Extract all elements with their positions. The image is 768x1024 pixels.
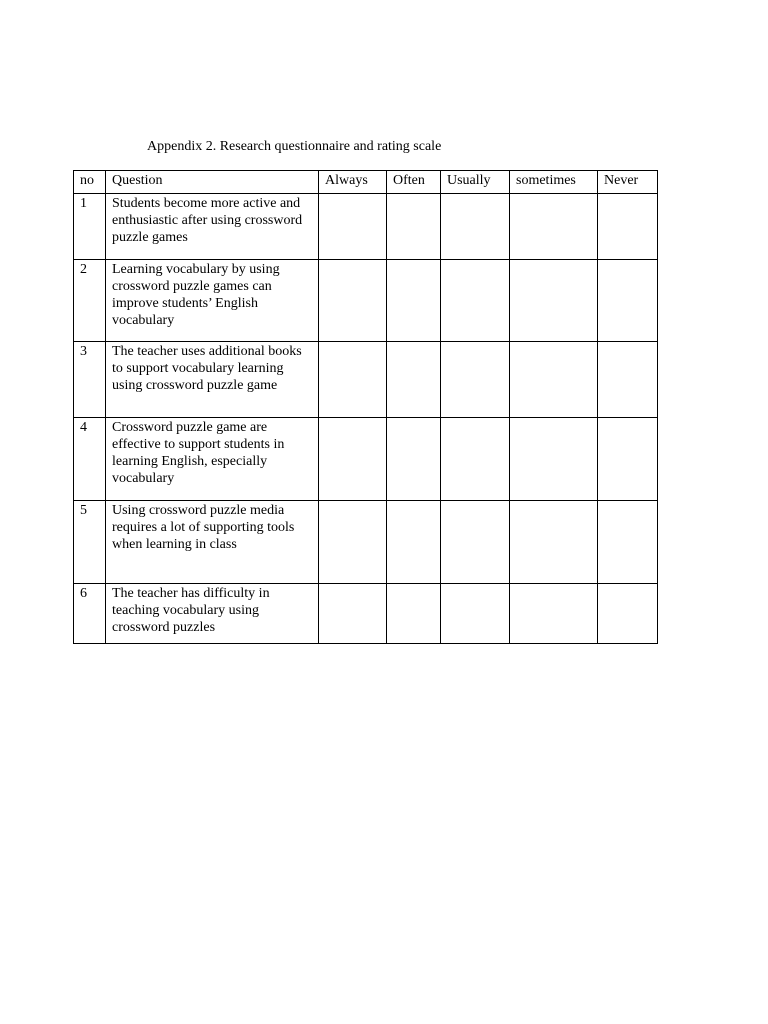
rating-cell-sometimes[interactable] [510, 194, 598, 260]
row-number: 4 [74, 418, 106, 501]
question-text: Learning vocabulary by using crossword puzzle games can improve students’ English vocabulary [106, 260, 319, 342]
rating-cell-often[interactable] [387, 501, 441, 584]
question-text: The teacher has difficulty in teaching vocabulary using crossword puzzles [106, 584, 319, 644]
rating-cell-often[interactable] [387, 260, 441, 342]
table-row [74, 260, 658, 342]
rating-cell-sometimes[interactable] [510, 501, 598, 584]
header-question: Question [106, 171, 319, 194]
table-row [74, 584, 658, 644]
rating-cell-always[interactable] [319, 418, 387, 501]
questionnaire-table [73, 170, 658, 644]
rating-cell-usually[interactable] [441, 342, 510, 418]
header-usually: Usually [441, 171, 510, 194]
rating-cell-always[interactable] [319, 342, 387, 418]
rating-cell-often[interactable] [387, 342, 441, 418]
rating-cell-sometimes[interactable] [510, 418, 598, 501]
table-row [74, 501, 658, 584]
rating-cell-often[interactable] [387, 584, 441, 644]
page-title: Appendix 2. Research questionnaire and rating scale [147, 139, 442, 154]
rating-cell-never[interactable] [598, 501, 658, 584]
question-text: Using crossword puzzle media requires a lot of supporting tools when learning in class [106, 501, 319, 584]
header-often: Often [387, 171, 441, 194]
table-row [74, 194, 658, 260]
rating-cell-never[interactable] [598, 342, 658, 418]
rating-cell-sometimes[interactable] [510, 260, 598, 342]
rating-cell-never[interactable] [598, 194, 658, 260]
rating-cell-never[interactable] [598, 584, 658, 644]
header-no: no [74, 171, 106, 194]
row-number: 3 [74, 342, 106, 418]
rating-cell-usually[interactable] [441, 260, 510, 342]
rating-cell-usually[interactable] [441, 584, 510, 644]
rating-cell-sometimes[interactable] [510, 584, 598, 644]
table-row [74, 342, 658, 418]
question-text: Students become more active and enthusiastic after using crossword puzzle games [106, 194, 319, 260]
row-number: 2 [74, 260, 106, 342]
rating-cell-always[interactable] [319, 260, 387, 342]
rating-cell-sometimes[interactable] [510, 342, 598, 418]
rating-cell-often[interactable] [387, 418, 441, 501]
rating-cell-always[interactable] [319, 194, 387, 260]
rating-cell-usually[interactable] [441, 418, 510, 501]
rating-cell-usually[interactable] [441, 501, 510, 584]
row-number: 6 [74, 584, 106, 644]
header-always: Always [319, 171, 387, 194]
question-text: The teacher uses additional books to support vocabulary learning using crossword puzzle game [106, 342, 319, 418]
table-row [74, 418, 658, 501]
row-number: 1 [74, 194, 106, 260]
row-number: 5 [74, 501, 106, 584]
rating-cell-usually[interactable] [441, 194, 510, 260]
rating-cell-always[interactable] [319, 501, 387, 584]
rating-cell-always[interactable] [319, 584, 387, 644]
rating-cell-never[interactable] [598, 260, 658, 342]
rating-cell-often[interactable] [387, 194, 441, 260]
question-text: Crossword puzzle game are effective to support students in learning English, especially vocabulary [106, 418, 319, 501]
header-sometimes: sometimes [510, 171, 598, 194]
table-header-row [74, 171, 658, 194]
header-never: Never [598, 171, 658, 194]
rating-cell-never[interactable] [598, 418, 658, 501]
